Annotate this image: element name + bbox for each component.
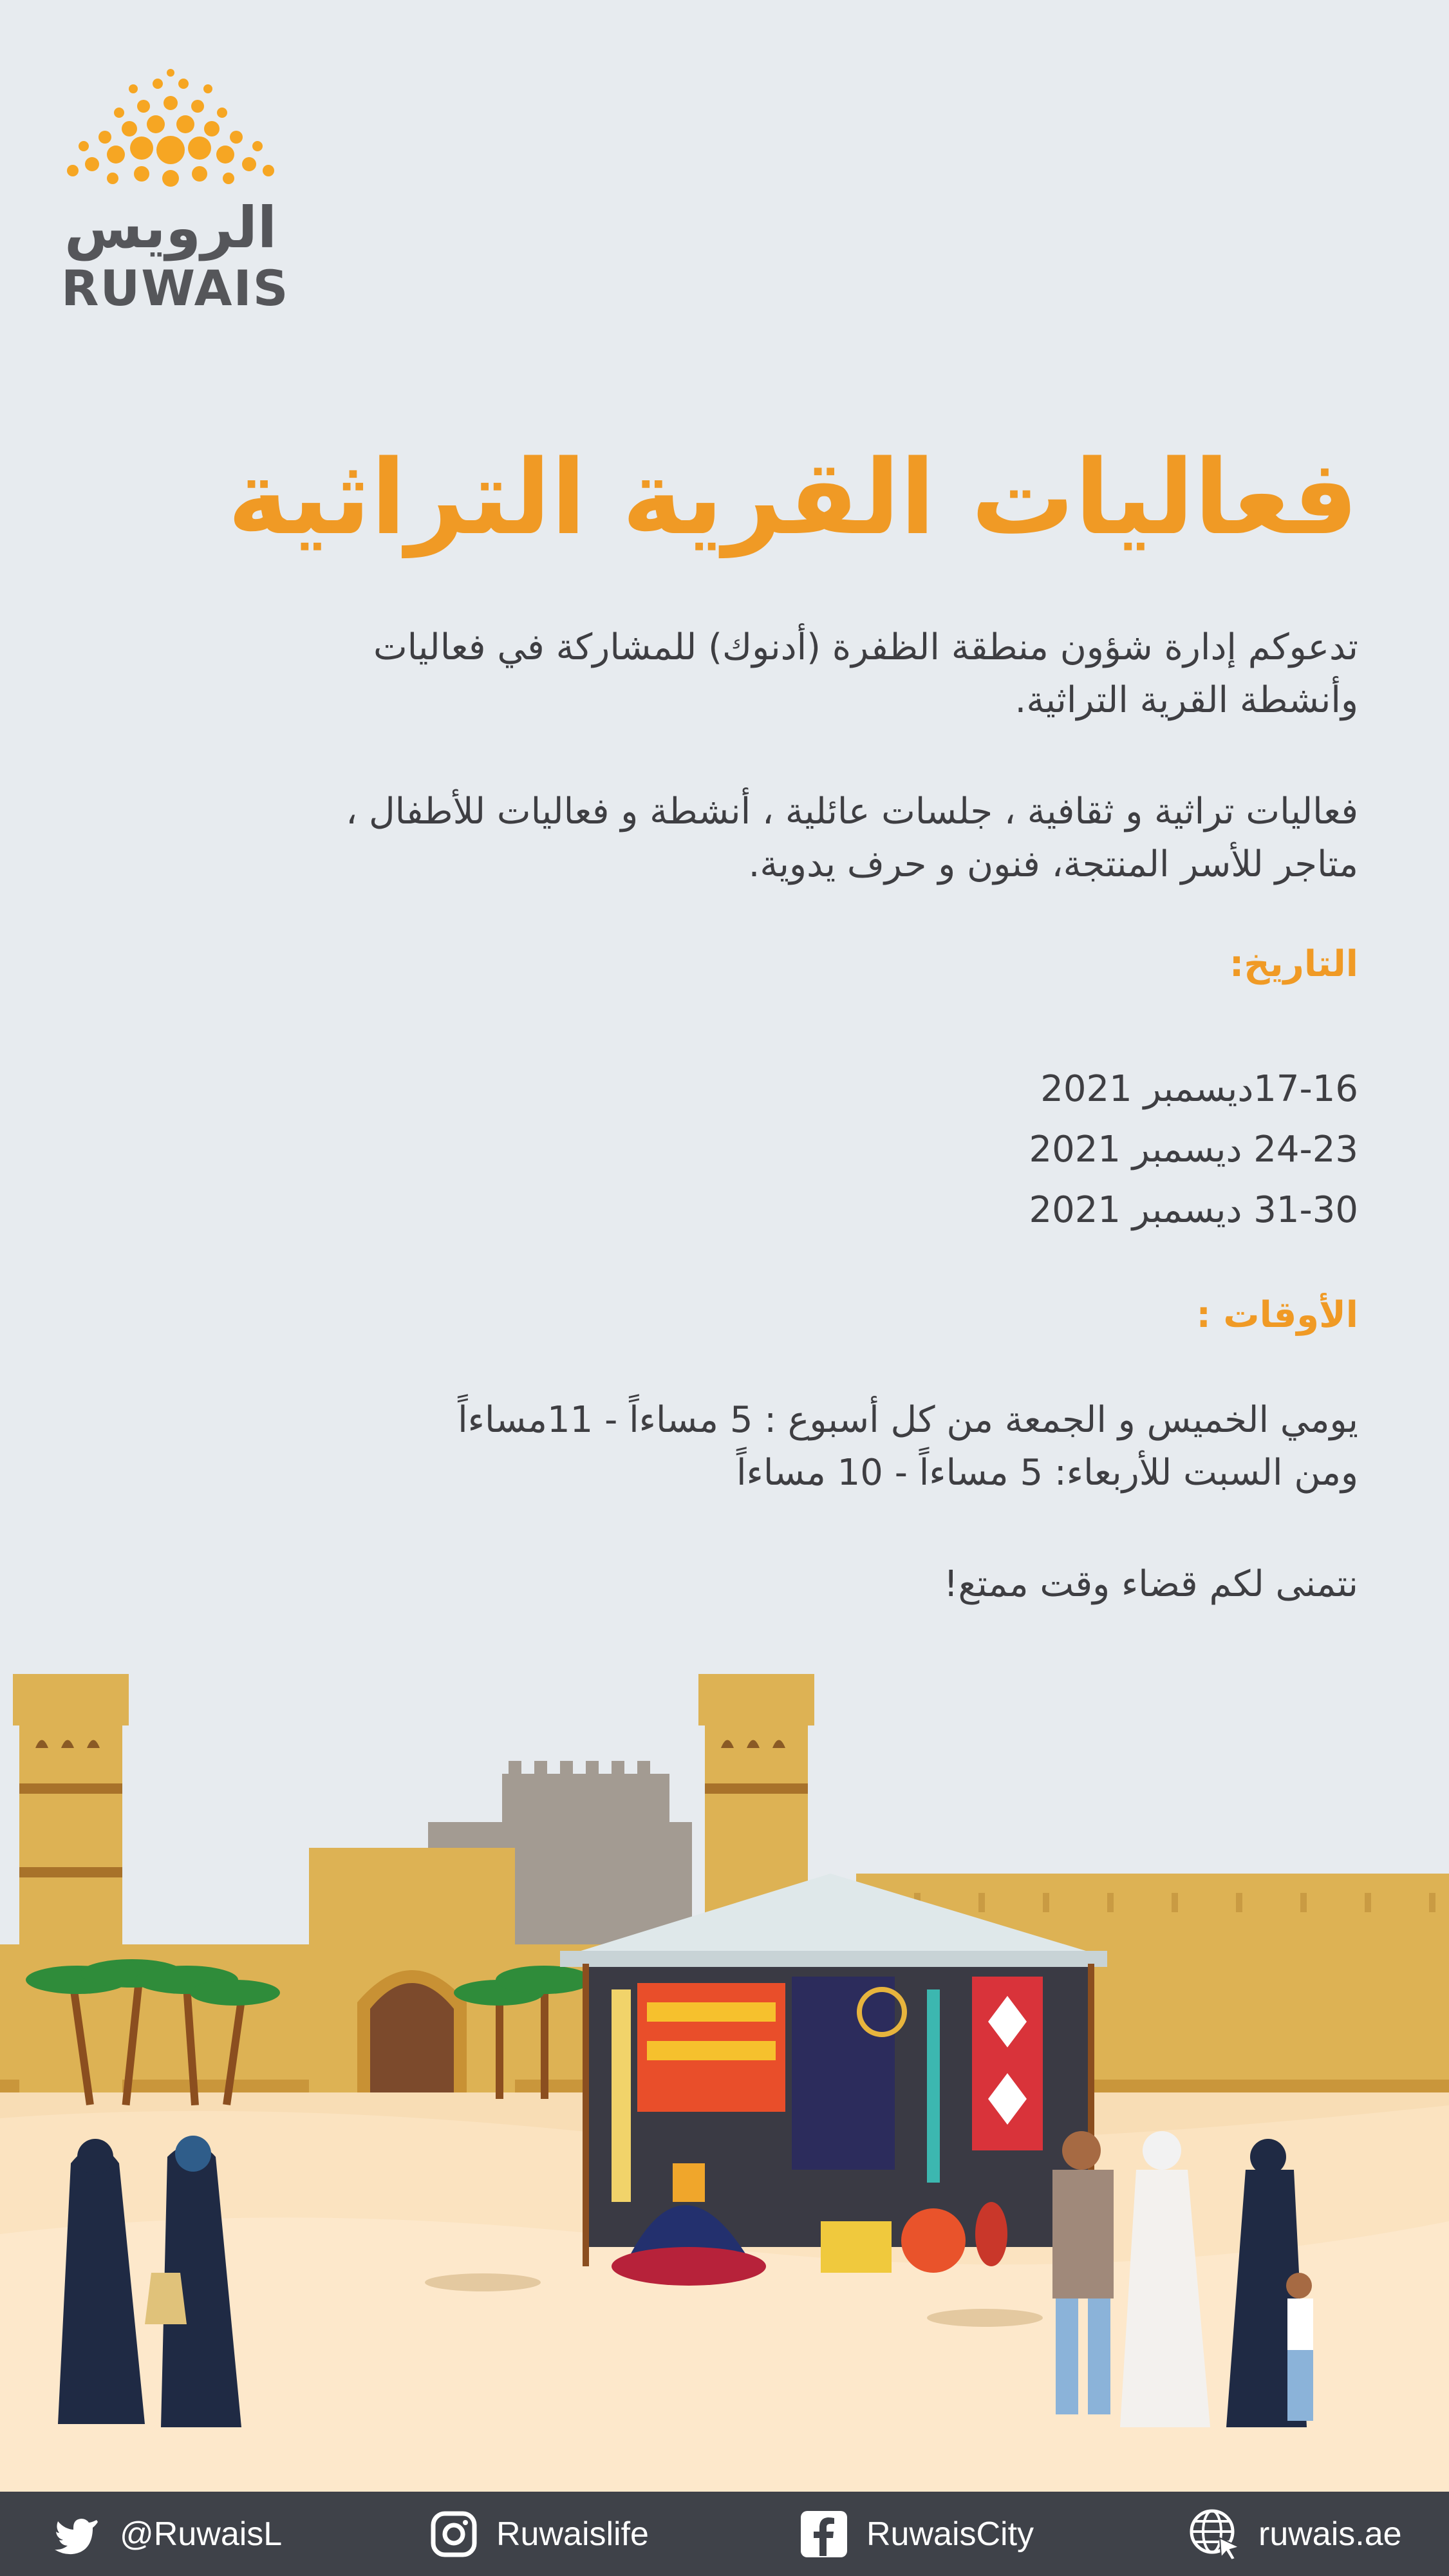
activities-line: متاجر للأسر المنتجة، فنون و حرف يدوية. [748, 843, 1358, 885]
intro-line: تدعوكم إدارة شؤون منطقة الظفرة (أدنوك) للمشاركة في فعاليات [373, 626, 1358, 668]
times-label: الأوقات : [1196, 1294, 1358, 1336]
logo-arabic-text: الرويس [64, 194, 277, 261]
activities-paragraph [180, 785, 1358, 891]
closing-text: نتمنى لكم قضاء وقت ممتع! [944, 1563, 1358, 1605]
people-right [1052, 2131, 1313, 2427]
social-footer [0, 2492, 1449, 2576]
times-list [180, 1394, 1358, 1500]
globe-icon [1188, 2507, 1242, 2561]
website-url: ruwais.ae [1258, 2515, 1402, 2553]
gate-building [309, 1848, 515, 2092]
left-tower [13, 1674, 129, 2092]
dates-label: التاريخ: [1229, 943, 1358, 985]
twitter-icon [51, 2508, 103, 2560]
ruwais-logo [61, 68, 290, 319]
dates-list [180, 1059, 1358, 1241]
facebook-link[interactable] [798, 2492, 1034, 2576]
instagram-icon [428, 2508, 480, 2560]
website-link[interactable] [1188, 2492, 1402, 2576]
page-title: فعاليات القرية التراثية [227, 437, 1358, 558]
activities-line: فعاليات تراثية و ثقافية ، جلسات عائلية ، أنشطة و فعاليات للأطفال ، [346, 791, 1358, 832]
sun-dots-icon [61, 68, 280, 196]
twitter-link[interactable] [51, 2492, 282, 2576]
intro-paragraph [180, 621, 1358, 727]
time-item: ومن السبت للأربعاء: 5 مساءاً - 10 مساءاً [736, 1452, 1358, 1494]
date-item: 24-23 ديسمبر 2021 [1029, 1129, 1358, 1170]
heritage-village-illustration [0, 1655, 1449, 2492]
market-tent [560, 1874, 1107, 2286]
time-item: يومي الخميس و الجمعة من كل أسبوع : 5 مساءاً - 11مساءاً [458, 1399, 1358, 1441]
facebook-handle: RuwaisCity [866, 2515, 1034, 2553]
facebook-icon [798, 2508, 850, 2560]
date-item: 31-30 ديسمبر 2021 [1029, 1189, 1358, 1231]
twitter-handle: @RuwaisL [120, 2515, 283, 2553]
instagram-handle: Ruwaislife [496, 2515, 649, 2553]
instagram-link[interactable] [428, 2492, 649, 2576]
intro-line: وأنشطة القرية التراثية. [1014, 679, 1358, 721]
date-item: 17-16ديسمبر 2021 [1040, 1068, 1358, 1110]
logo-english-text: RUWAIS [61, 259, 290, 317]
